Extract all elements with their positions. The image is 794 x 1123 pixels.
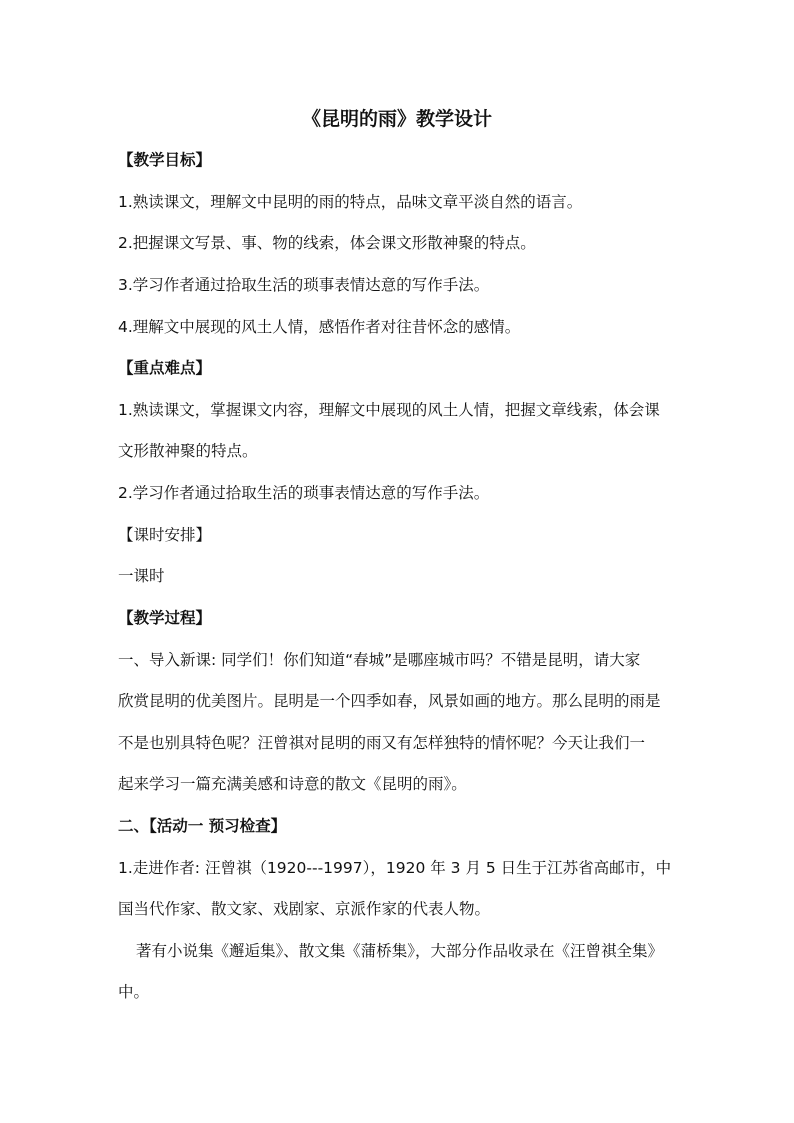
goal-item-1: 1.熟读课文，理解文中昆明的雨的特点，品味文章平淡自然的语言。	[118, 193, 583, 211]
key-point-1-line-2: 文形散神聚的特点。	[118, 442, 258, 460]
goal-item-4: 4.理解文中展现的风土人情，感悟作者对往昔怀念的感情。	[118, 318, 521, 336]
intro-line-2: 欣赏昆明的优美图片。昆明是一个四季如春，风景如画的地方。那么昆明的雨是	[118, 692, 661, 710]
section-heading-goals: 【教学目标】	[118, 151, 212, 169]
goal-item-2: 2.把握课文写景、事、物的线索，体会课文形散神聚的特点。	[118, 234, 536, 252]
author-line-1: 1.走进作者: 汪曾祺（1920---1997），1920 年 3 月 5 日生于江苏省高邮市，中	[118, 859, 672, 877]
goal-item-3: 3.学习作者通过拾取生活的琐事表情达意的写作手法。	[118, 276, 490, 294]
section-heading-key-points: 【重点难点】	[118, 359, 212, 377]
activity-heading: 二、【活动一 预习检查】	[118, 817, 287, 835]
intro-line-3: 不是也别具特色呢？汪曾祺对昆明的雨又有怎样独特的情怀呢？今天让我们一	[118, 734, 646, 752]
schedule-value: 一课时	[118, 567, 165, 585]
key-point-1-line-1: 1.熟读课文，掌握课文内容，理解文中展现的风土人情，把握文章线索，体会课	[118, 401, 660, 419]
section-heading-process: 【教学过程】	[118, 609, 212, 627]
document-title: 《昆明的雨》教学设计	[301, 108, 492, 130]
section-heading-schedule: 【课时安排】	[118, 526, 212, 544]
works-line-1: 著有小说集《邂逅集》、散文集《蒲桥集》，大部分作品收录在《汪曾祺全集》	[136, 942, 664, 960]
intro-line-4: 起来学习一篇充满美感和诗意的散文《昆明的雨》。	[118, 775, 467, 793]
works-line-2: 中。	[118, 983, 150, 1001]
key-point-2: 2.学习作者通过拾取生活的琐事表情达意的写作手法。	[118, 484, 490, 502]
author-line-2: 国当代作家、散文家、戏剧家、京派作家的代表人物。	[118, 900, 491, 918]
intro-line-1: 一、导入新课: 同学们！你们知道“春城”是哪座城市吗？不错是昆明，请大家	[118, 651, 641, 669]
